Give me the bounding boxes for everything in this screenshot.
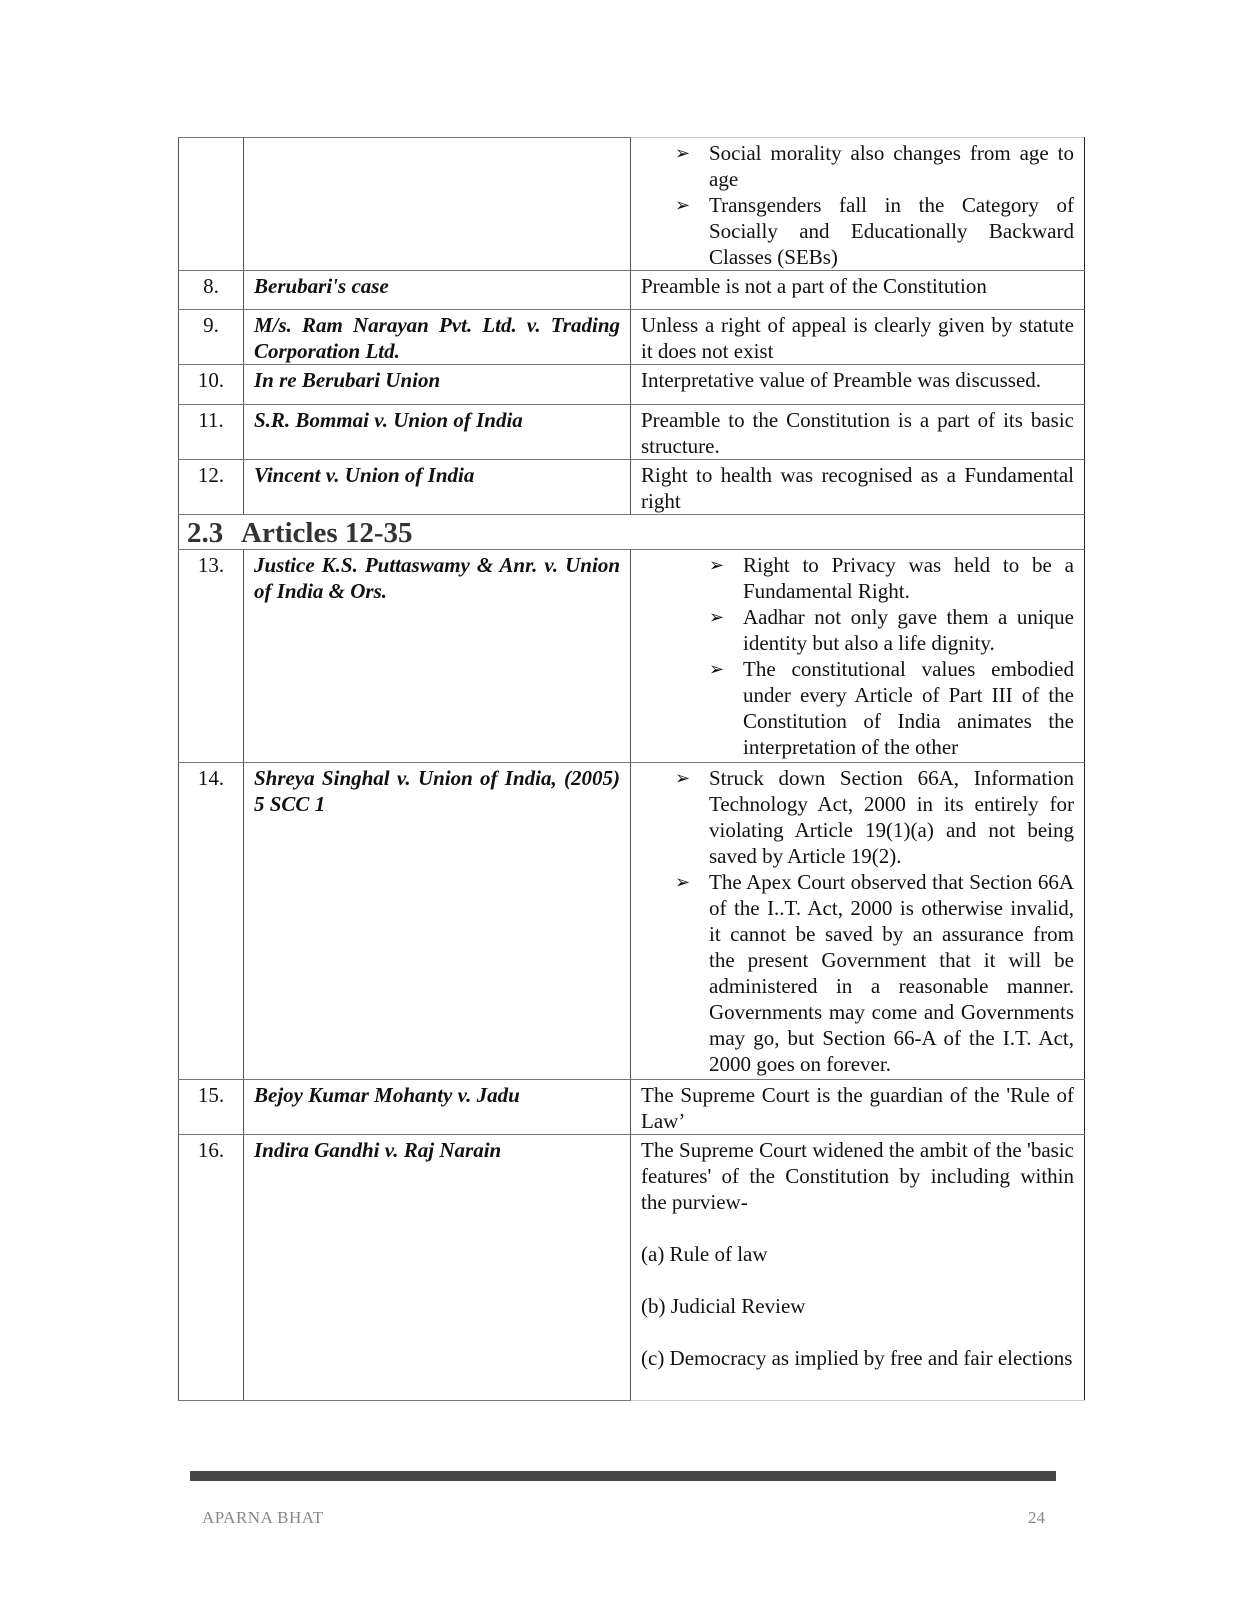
table-row (179, 1080, 1085, 1135)
bullet-item: ➢ Right to Privacy was held to be a Fundamental Right. (709, 553, 1074, 603)
arrow-bullet-icon: ➢ (709, 607, 725, 627)
case-name-cell: Bejoy Kumar Mohanty v. Jadu (244, 1080, 631, 1135)
section-number: 2.3 (187, 517, 224, 549)
table-row (179, 271, 1085, 310)
arrow-bullet-icon: ➢ (675, 872, 691, 892)
holding-paragraph: (b) Judicial Review (641, 1294, 806, 1318)
table-row (179, 763, 1085, 1080)
holding-cell (631, 1135, 1085, 1401)
case-name-cell: Shreya Singhal v. Union of India, (2005) 5 SCC 1 (244, 763, 631, 1080)
holding-cell: Interpretative value of Preamble was discussed. (631, 365, 1085, 405)
footer-rule (190, 1471, 1056, 1481)
table-row (179, 460, 1085, 515)
bullet-item: ➢ The constitutional values embodied under every Article of Part III of the Constitution of India animates the interpretation of the other (709, 657, 1074, 759)
holding-bullets (641, 140, 1074, 270)
case-name-cell: Vincent v. Union of India (244, 460, 631, 515)
row-number-cell: 10. (179, 365, 244, 405)
row-number-cell: 11. (179, 405, 244, 460)
holding-bullets (641, 765, 1074, 1077)
table-row (179, 1135, 1085, 1401)
arrow-bullet-icon: ➢ (709, 555, 725, 575)
row-number-cell: 8. (179, 271, 244, 310)
case-name-cell: Berubari's case (244, 271, 631, 310)
bullet-item: ➢ Transgenders fall in the Category of Socially and Educationally Backward Classes (SEBs) (675, 193, 1074, 269)
bullet-item: ➢ Social morality also changes from age to age (675, 141, 1074, 191)
holding-cell: Preamble to the Constitution is a part of its basic structure. (631, 405, 1085, 460)
case-name-cell (244, 138, 631, 271)
section-heading (179, 515, 1085, 550)
case-name-cell: M/s. Ram Narayan Pvt. Ltd. v. Trading Corporation Ltd. (244, 310, 631, 365)
holding-cell (631, 763, 1085, 1080)
bullet-item: ➢ Struck down Section 66A, Information Technology Act, 2000 in its entirely for violating Article 19(1)(a) and not being saved by Article 19(2). (675, 766, 1074, 868)
holding-paragraph: (a) Rule of law (641, 1242, 768, 1266)
row-number-cell: 12. (179, 460, 244, 515)
row-number-cell: 15. (179, 1080, 244, 1135)
holding-cell: Right to health was recognised as a Fundamental right (631, 460, 1085, 515)
row-number-cell (179, 138, 244, 271)
table-row (179, 310, 1085, 365)
case-name-cell: Indira Gandhi v. Raj Narain (244, 1135, 631, 1401)
arrow-bullet-icon: ➢ (675, 195, 691, 215)
table-row (179, 138, 1085, 271)
row-number-cell: 9. (179, 310, 244, 365)
holding-cell: Preamble is not a part of the Constitution (631, 271, 1085, 310)
bullet-item: ➢ The Apex Court observed that Section 66A of the I..T. Act, 2000 is otherwise invalid, it cannot be saved by an assurance from the present Government that it will be administered in a reasonable manner. Governments may come and Governments may go, but Section 66-A of the I.T. Act, 2000 goes on forever. (675, 870, 1074, 1076)
row-number-cell: 16. (179, 1135, 244, 1401)
case-name-cell: S.R. Bommai v. Union of India (244, 405, 631, 460)
footer-author: APARNA BHAT (202, 1508, 324, 1527)
table-row (179, 550, 1085, 763)
holding-bullets (641, 552, 1074, 760)
holding-paragraph: The Supreme Court widened the ambit of the 'basic features' of the Constitution by including within the purview- (641, 1138, 1074, 1214)
row-number-cell: 13. (179, 550, 244, 763)
holding-cell (631, 138, 1085, 271)
bullet-item: ➢ Aadhar not only gave them a unique identity but also a life dignity. (709, 605, 1074, 655)
arrow-bullet-icon: ➢ (709, 659, 725, 679)
case-law-table (178, 137, 1085, 1401)
case-name-cell: In re Berubari Union (244, 365, 631, 405)
holding-cell: The Supreme Court is the guardian of the 'Rule of Law’ (631, 1080, 1085, 1135)
section-title: Articles 12-35 (241, 517, 413, 549)
holding-paragraph: (c) Democracy as implied by free and fair elections (641, 1346, 1073, 1370)
case-name-cell: Justice K.S. Puttaswamy & Anr. v. Union of India & Ors. (244, 550, 631, 763)
row-number-cell: 14. (179, 763, 244, 1080)
table-row (179, 365, 1085, 405)
holding-cell (631, 550, 1085, 763)
arrow-bullet-icon: ➢ (675, 768, 691, 788)
page-number: 24 (1028, 1508, 1045, 1527)
holding-cell: Unless a right of appeal is clearly given by statute it does not exist (631, 310, 1085, 365)
section-heading-row (179, 515, 1085, 550)
arrow-bullet-icon: ➢ (675, 143, 691, 163)
table-row (179, 405, 1085, 460)
